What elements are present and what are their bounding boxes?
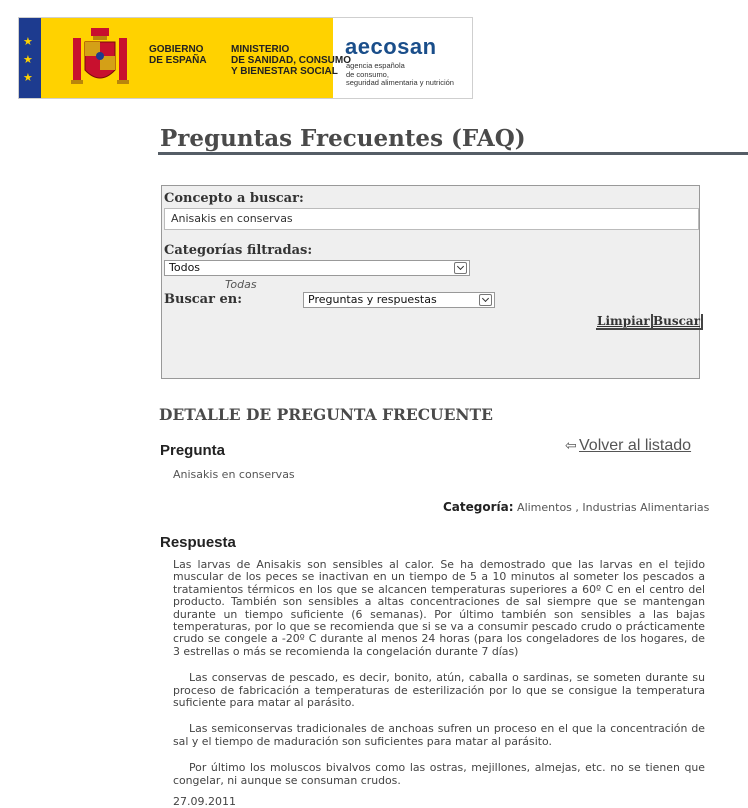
- chevron-down-icon[interactable]: [479, 294, 492, 306]
- concept-label: Concepto a buscar:: [164, 191, 304, 206]
- concept-search-input[interactable]: [164, 208, 699, 230]
- categories-label: Categorías filtradas:: [164, 243, 313, 258]
- chevron-down-icon[interactable]: [454, 262, 467, 274]
- detail-title: DETALLE DE PREGUNTA FRECUENTE: [159, 405, 493, 424]
- categories-selected-value: Todos: [169, 261, 201, 274]
- search-panel: [161, 185, 700, 379]
- coat-of-arms-icon: [71, 26, 129, 90]
- search-button[interactable]: Buscar: [652, 314, 703, 330]
- back-arrow-icon: ⇦: [565, 437, 577, 453]
- back-to-list-link[interactable]: [565, 437, 691, 455]
- search-in-label: Buscar en:: [164, 292, 242, 307]
- title-divider: [158, 152, 748, 155]
- star-icon: ★: [23, 53, 33, 66]
- search-in-selected-value: Preguntas y respuestas: [308, 293, 437, 306]
- answer-paragraph: Las larvas de Anisakis son sensibles al calor. Se ha demostrado que las larvas en el tejido muscular de los peces se inactivan en un tiempo de 5 a 10 minutos al someter los pescados a tratamientos térmicos en los que se alcancen temperaturas superiores a 60º C en el centro del producto. También son sensibles a altas concentraciones de sal siempre que se mantengan durante un tiempo suficiente (6 semanas). Por último también son sensibles a las bajas temperaturas, por lo que se recomienda que si se va a consumir pescado crudo o prácticamente crudo se congele a -20º C durante al menos 24 horas (para los congeladores de los hogares, de 3 estrellas o más se recomienda la congelación durante 7 días): [173, 558, 705, 658]
- answer-paragraph: Las conservas de pescado, es decir, bonito, atún, caballa o sardinas, se someten durante su proceso de fabricación a temperaturas de esterilización por lo que se consigue la temperatura suficiente para matar al parásito.: [173, 671, 705, 710]
- page-title: Preguntas Frecuentes (FAQ): [160, 125, 526, 152]
- clear-button[interactable]: Limpiar: [596, 314, 653, 330]
- answer-paragraph: Por último los moluscos bivalvos como las ostras, mejillones, almejas, etc. no se tienen que congelar, ni aunque se consuman crudos.: [173, 761, 705, 787]
- back-to-list-label: Volver al listado: [579, 437, 692, 454]
- question-text: Anisakis en conservas: [173, 468, 295, 481]
- publication-date: 27.09.2011: [173, 795, 236, 808]
- aecosan-subtitle: agencia española de consumo, seguridad alimentaria y nutrición: [346, 61, 454, 87]
- category-value: Alimentos , Industrias Alimentarias: [513, 501, 710, 514]
- question-heading: Pregunta: [160, 442, 226, 459]
- category-row: [443, 500, 709, 514]
- answer-paragraph: Las semiconservas tradicionales de anchoas sufren un proceso en el que la concentración de sal y el tiempo de maduración son suficientes para matar al parásito.: [173, 722, 705, 748]
- star-icon: ★: [23, 71, 33, 84]
- ministerio-text: MINISTERIO DE SANIDAD, CONSUMO Y BIENESTAR SOCIAL: [231, 44, 352, 77]
- gobierno-text: GOBIERNO DE ESPAÑA: [149, 44, 207, 66]
- star-icon: ★: [23, 35, 33, 48]
- categories-select[interactable]: [164, 260, 470, 276]
- government-yellow-block: [41, 18, 352, 98]
- search-in-select[interactable]: [303, 292, 495, 308]
- concept-input-value: Anisakis en conservas: [171, 212, 293, 225]
- eu-flag-strip: [19, 18, 41, 98]
- categories-hint: Todas: [225, 278, 257, 291]
- category-label: Categoría:: [443, 500, 514, 514]
- answer-heading: Respuesta: [160, 534, 236, 551]
- answer-body: [173, 559, 705, 801]
- government-logo-banner: [18, 17, 473, 99]
- aecosan-logo[interactable]: aecosan: [345, 34, 437, 59]
